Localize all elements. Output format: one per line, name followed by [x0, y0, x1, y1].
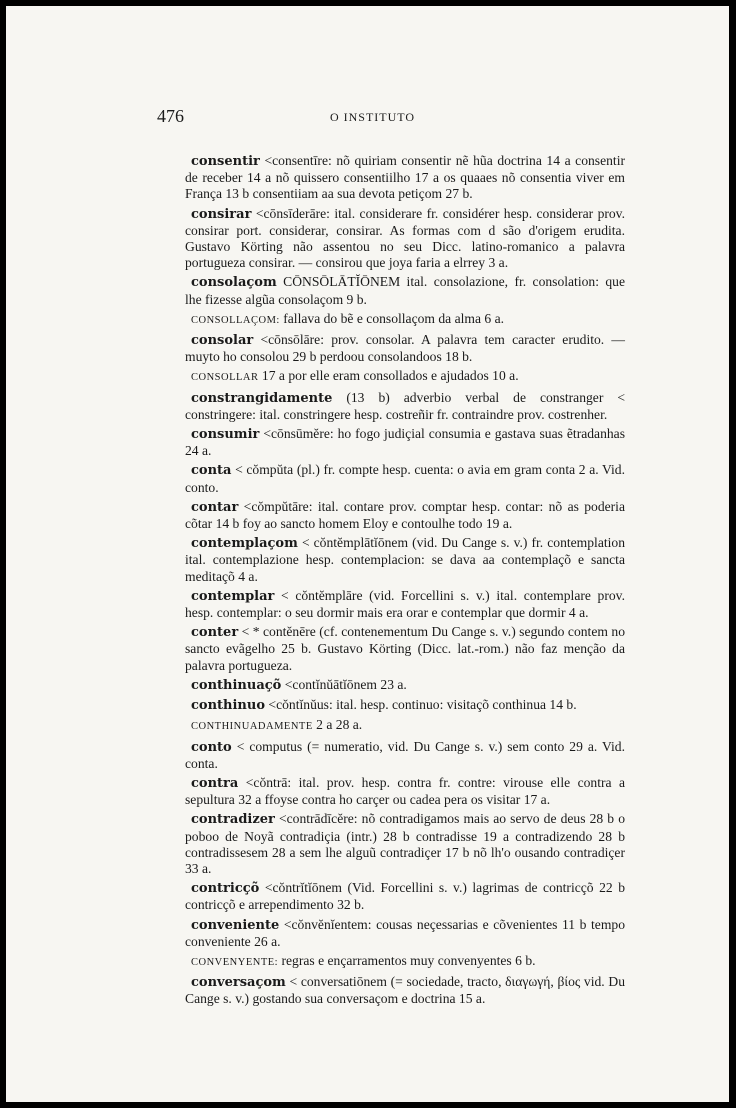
entry-text: CŌNSŌLĀTĬŌNEM ital. consolazione, fr. consolation: que lhe fizesse algũa consolaçom 9 b. [185, 274, 625, 307]
entry-text: <cŏmpŭtāre: ital. contare prov. comptar hesp. contar: nõ as poderia cõtar 14 b foy ao sancto homem Eloy e contoulhe todo 19 a. [185, 498, 625, 532]
entry-text: <cŏntrā: ital. prov. hesp. contra fr. contre: virouse elle contra a sepultura 32 a ffoyse contra ho carçer ou cadea pera os visitar 17 a. [185, 774, 625, 808]
entry-headword: conta [191, 463, 232, 479]
dictionary-entries [185, 153, 625, 1011]
dictionary-entry [185, 206, 625, 272]
entry-headword: consumir [191, 427, 260, 443]
entry-headword: contemplaçom [191, 536, 298, 552]
dictionary-entry [185, 775, 625, 808]
dictionary-entry [185, 499, 625, 532]
dictionary-entry [185, 462, 625, 495]
entry-text: <cŏntrĭtĭōnem (Vid. Forcellini s. v.) lagrimas de contricçõ 22 b contricçõ e arrependimento 32 b. [185, 880, 625, 913]
dictionary-entry [185, 368, 625, 386]
dictionary-entry [185, 974, 625, 1007]
dictionary-entry [185, 153, 625, 203]
dictionary-entry [185, 697, 625, 714]
entry-text: <cŏntĭnŭus: ital. hesp. continuo: visitaçõ conthinua 14 b. [268, 697, 577, 713]
entry-text: <cŏnvĕnĭentem: cousas neçessarias e cõvenientes 11 b tempo conveniente 26 a. [185, 916, 625, 949]
entry-headword: conthinuaçõ [191, 677, 282, 693]
entry-text: < computus (= numeratio, vid. Du Cange s. v.) sem conto 29 a. Vid. conta. [185, 738, 625, 771]
entry-text: 17 a por elle eram consollados e ajudados 10 a. [261, 368, 519, 384]
dictionary-entry [185, 332, 625, 365]
dictionary-entry [185, 811, 625, 877]
entry-headword: contemplar [191, 588, 275, 604]
entry-headword: conveniente [191, 917, 280, 933]
page-number: 476 [157, 106, 184, 126]
dictionary-entry [185, 426, 625, 459]
entry-subheadword: CONSOLLAR [191, 372, 259, 384]
entry-headword: consirar [191, 206, 252, 222]
document-page [6, 6, 729, 1102]
entry-headword: conversaçom [191, 975, 286, 991]
entry-subheadword: CONSOLLAÇOM: [191, 314, 280, 326]
dictionary-entry [185, 917, 625, 950]
entry-headword: conto [191, 739, 232, 755]
entry-text: < * contĕnēre (cf. contenementum Du Cange s. v.) segundo contem no sancto evãgelho 25 b. Gustavo Körting (Dicc. lat.-rom.) não faz menção da palavra portugueza. [185, 624, 625, 673]
entry-text: 2 a 28 a. [316, 717, 363, 733]
entry-headword: contar [191, 499, 239, 515]
entry-headword: consolar [191, 333, 254, 349]
dictionary-entry [185, 274, 625, 307]
entry-subheadword: CONVENYENTE: [191, 956, 279, 968]
entry-text: < cŏntĕmplāre (vid. Forcellini s. v.) ital. contemplare prov. hesp. contemplar: o seu dormir mais era orar e contemplar que dormir 4 a. [185, 587, 625, 621]
entry-subheadword: CONTHINUADAMENTE [191, 721, 313, 733]
entry-text: < cŏmpŭta (pl.) fr. compte hesp. cuenta: o avia em gram conta 2 a. Vid. conto. [185, 462, 625, 495]
dictionary-entry [185, 588, 625, 621]
entry-headword: consolaçom [191, 275, 277, 291]
entry-text: <consentīre: nõ quiriam consentir nẽ hũa doctrina 14 a consentir de receber 14 a nõ quissero consentiilho 17 a os quaaes nõ consentia viver em França 13 b consentiiam aa sua devota petiçom 27 b. [185, 153, 626, 202]
entry-text: < conversatiōnem (= sociedade, tracto, διαγωγή, βίος vid. Du Cange s. v.) gostando sua conversaçom e doctrina 15 a. [185, 974, 625, 1007]
entry-headword: constrangidamente [191, 390, 333, 406]
entry-text: <contĭnŭātĭōnem 23 a. [284, 676, 407, 692]
dictionary-entry [185, 677, 625, 694]
entry-text: <cōnsōlāre: prov. consolar. A palavra tem caracter erudito. — muyto ho consolou 29 b perdoou consolandoos 18 b. [185, 332, 625, 365]
entry-headword: consentir [191, 154, 260, 169]
dictionary-entry [185, 953, 625, 971]
entry-text: (13 b) adverbio verbal de constranger < constringere: ital. constringere hesp. costreñir fr. contraindre prov. costrenher. [185, 389, 625, 422]
entry-text: regras e ençarramentos muy convenyentes 6 b. [281, 952, 536, 968]
dictionary-entry [185, 535, 625, 585]
entry-text: <cōnsūmĕre: ho fogo judiçial consumia e gastava suas ẽtradanhas 24 a. [185, 426, 626, 459]
dictionary-entry [185, 717, 625, 735]
entry-headword: conthinuo [191, 698, 266, 714]
entry-headword: contra [191, 775, 239, 791]
dictionary-entry [185, 739, 625, 772]
entry-headword: conter [191, 625, 239, 641]
entry-text: < cŏntĕmplātĭōnem (vid. Du Cange s. v.) fr. contemplation ital. contemplazione hesp. contemplacion: se dava aa contemplaçõ e sancta meditaçõ 4 a. [185, 535, 626, 584]
entry-text: <contrādīcĕre: nõ contradigamos mais ao servo de deus 28 b o poboo de Noyã contradiçia (intr.) 28 b contradisse 19 a contradizendo 28 b contradissesem 28 a sem lhe alguũ contradiçer 17 b nõ lh'o ousando contradiçer 33 a. [185, 811, 625, 876]
running-title: O INSTITUTO [329, 110, 416, 124]
dictionary-entry [185, 880, 625, 913]
entry-text: fallava do bẽ e consollaçom da alma 6 a. [283, 310, 505, 326]
page-header [6, 104, 729, 134]
dictionary-entry [185, 390, 625, 423]
dictionary-entry [185, 311, 625, 329]
dictionary-entry [185, 624, 625, 674]
entry-headword: contradizer [191, 812, 275, 828]
entry-headword: contricçõ [191, 881, 260, 897]
entry-text: <cōnsīderāre: ital. considerare fr. considérer hesp. considerar prov. consirar port. considerar, consirar. As formas com d são d'origem erudita. Gustavo Körting não assentou no seu Dicc. latino-romanico a palavra portugueza consirar. — consirou que joya faria a elrrey 3 a. [185, 205, 625, 271]
